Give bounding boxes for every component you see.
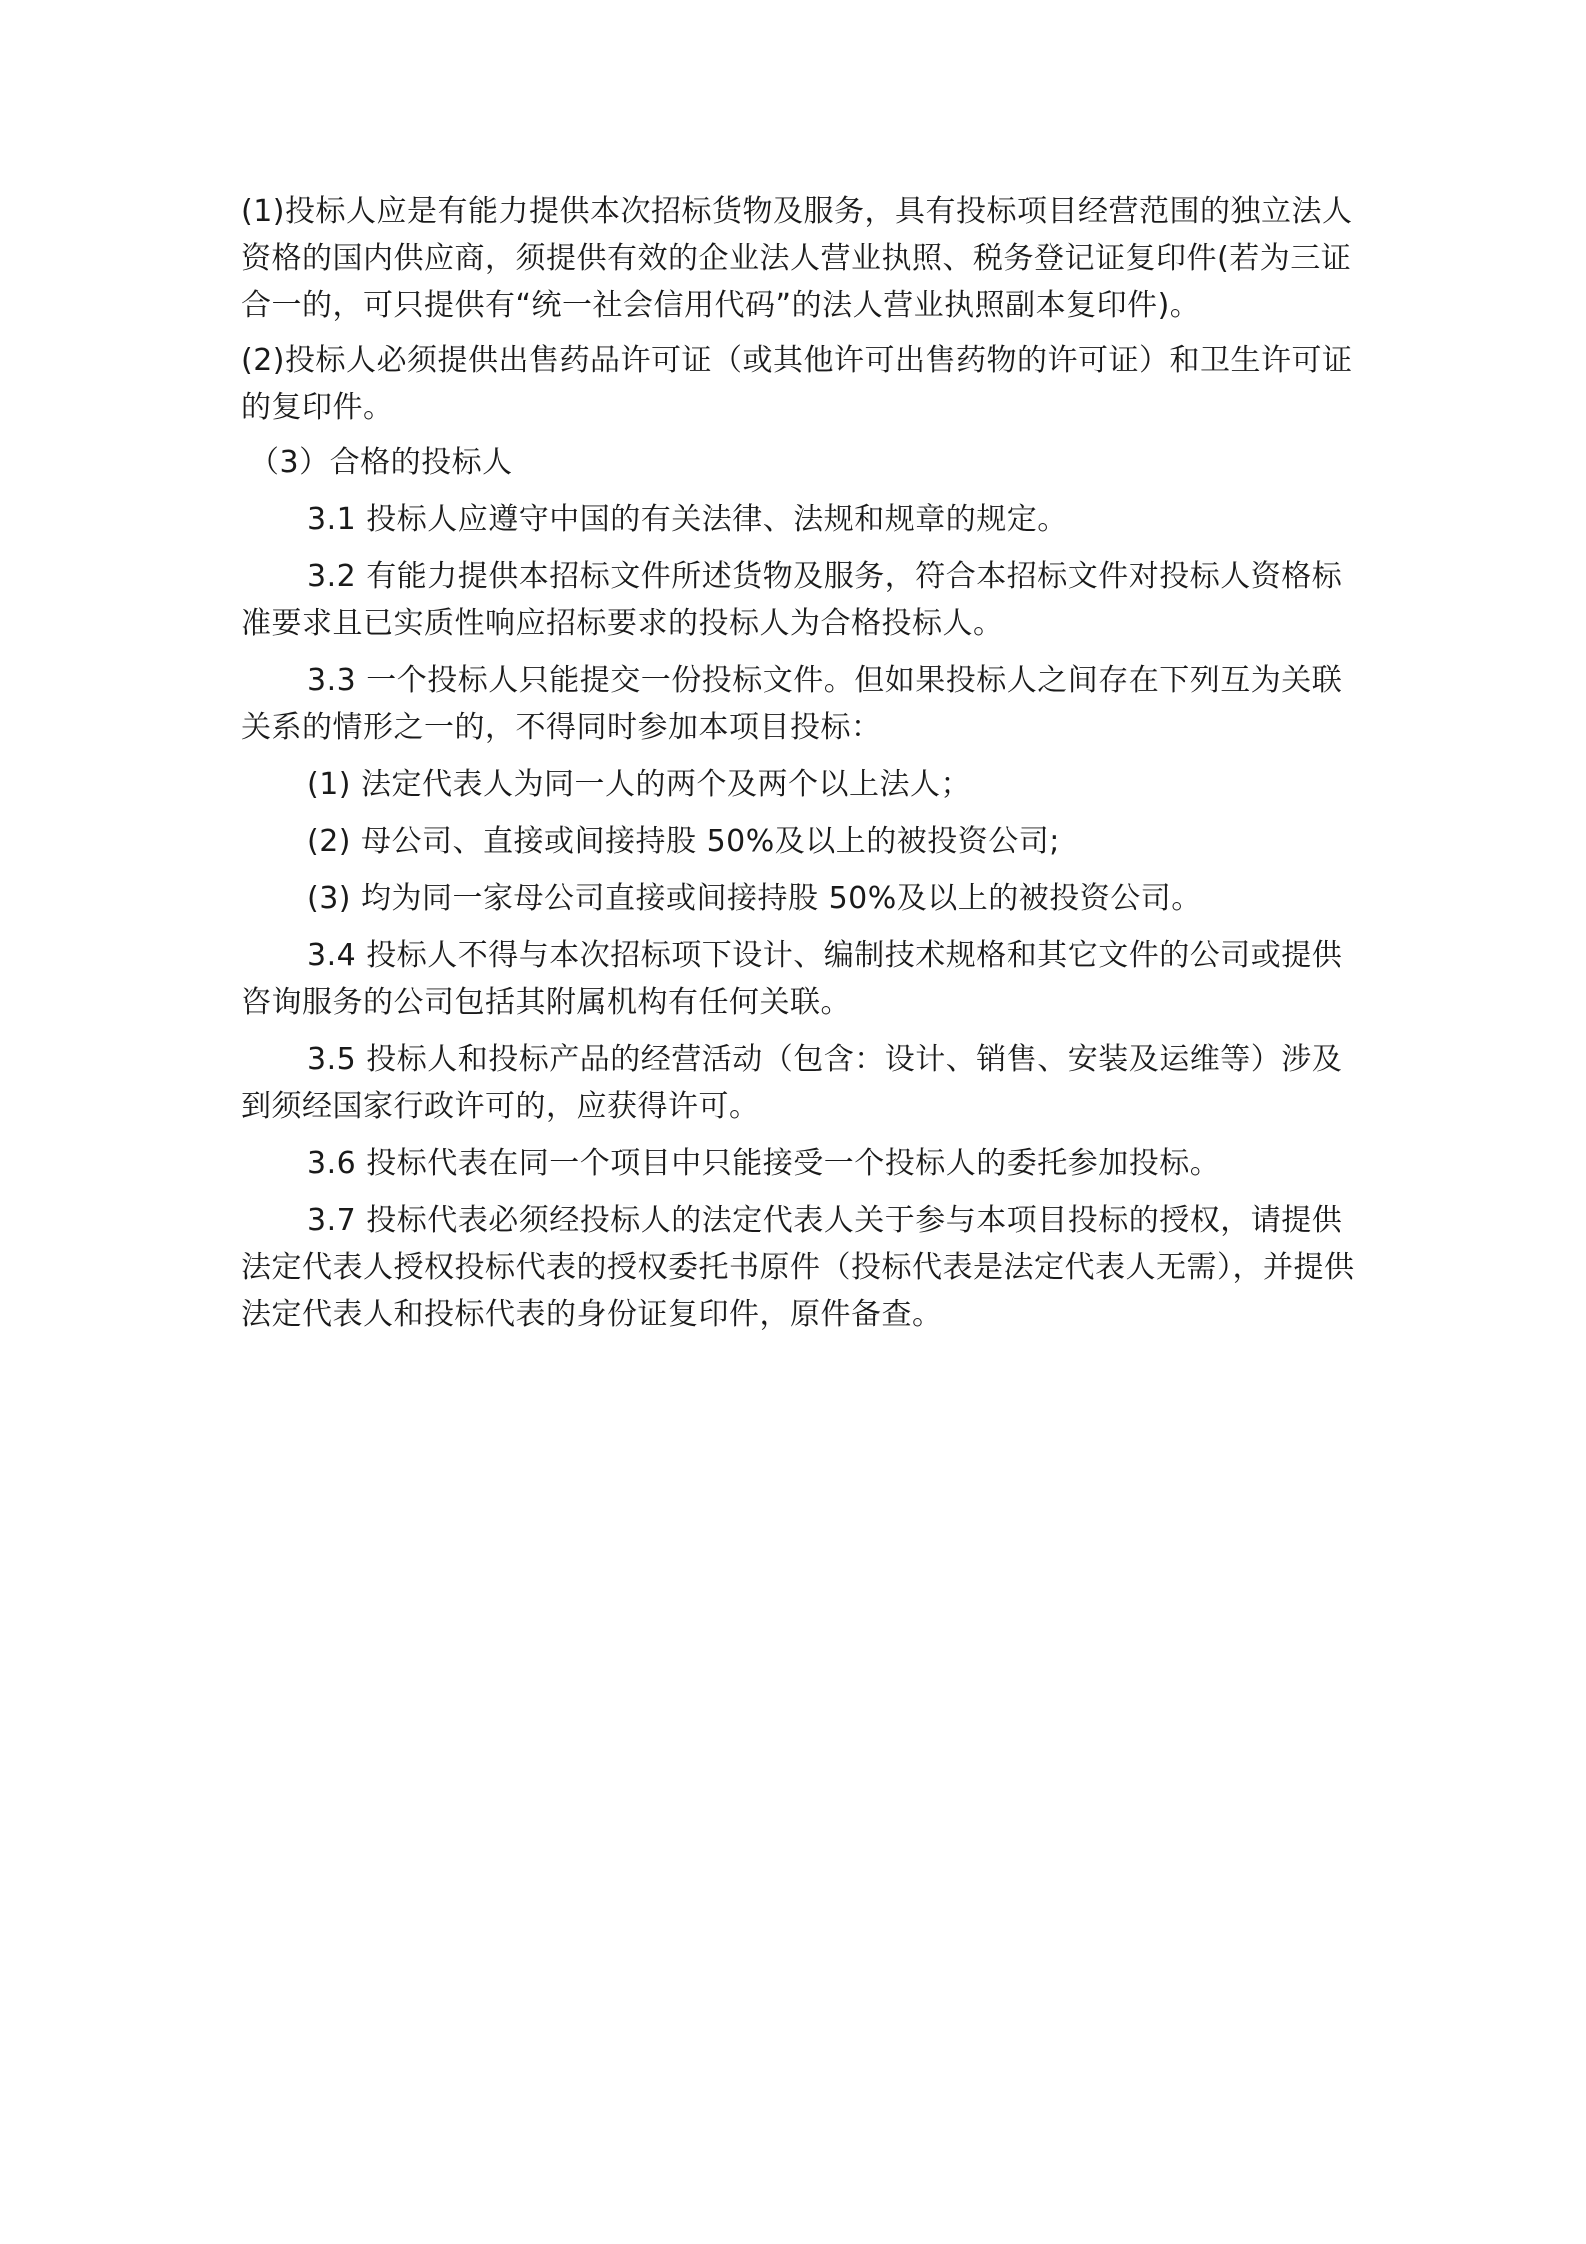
section-heading-qualified-bidder: （3）合格的投标人 [249, 445, 513, 480]
clause-3-4: 3.4 投标人不得与本次招标项下设计、编制技术规格和其它文件的公司或提供咨询服务的公司包括其附属机构有任何关联。 [241, 938, 1343, 1020]
clause-3-3: 3.3 一个投标人只能提交一份投标文件。但如果投标人之间存在下列互为关联关系的情形之一的，不得同时参加本项目投标： [241, 663, 1343, 745]
document-body [241, 188, 1359, 1348]
clause-3-6: 3.6 投标代表在同一个项目中只能接受一个投标人的委托参加投标。 [307, 1146, 1221, 1181]
clause-3-3-item-2: (2) 母公司、直接或间接持股 50%及以上的被投资公司; [307, 824, 1060, 859]
paragraph-qualification-2: (2)投标人必须提供出售药品许可证（或其他许可出售药物的许可证）和卫生许可证的复印件。 [241, 343, 1353, 425]
clause-3-1: 3.1 投标人应遵守中国的有关法律、法规和规章的规定。 [307, 502, 1068, 537]
clause-3-3-item-3: (3) 均为同一家母公司直接或间接持股 50%及以上的被投资公司。 [307, 881, 1202, 916]
paragraph-qualification-1: (1)投标人应是有能力提供本次招标货物及服务，具有投标项目经营范围的独立法人资格的国内供应商，须提供有效的企业法人营业执照、税务登记证复印件(若为三证合一的，可只提供有“统一社会信用代码”的法人营业执照副本复印件)。 [241, 194, 1353, 323]
clause-3-5: 3.5 投标人和投标产品的经营活动（包含：设计、销售、安装及运维等）涉及到须经国家行政许可的，应获得许可。 [241, 1042, 1343, 1124]
clause-3-3-item-1: (1) 法定代表人为同一人的两个及两个以上法人； [307, 767, 972, 802]
clause-3-7: 3.7 投标代表必须经投标人的法定代表人关于参与本项目投标的授权，请提供法定代表人授权投标代表的授权委托书原件（投标代表是法定代表人无需），并提供法定代表人和投标代表的身份证复印件，原件备查。 [241, 1203, 1355, 1332]
clause-3-2: 3.2 有能力提供本招标文件所述货物及服务，符合本招标文件对投标人资格标准要求且已实质性响应招标要求的投标人为合格投标人。 [241, 559, 1343, 641]
